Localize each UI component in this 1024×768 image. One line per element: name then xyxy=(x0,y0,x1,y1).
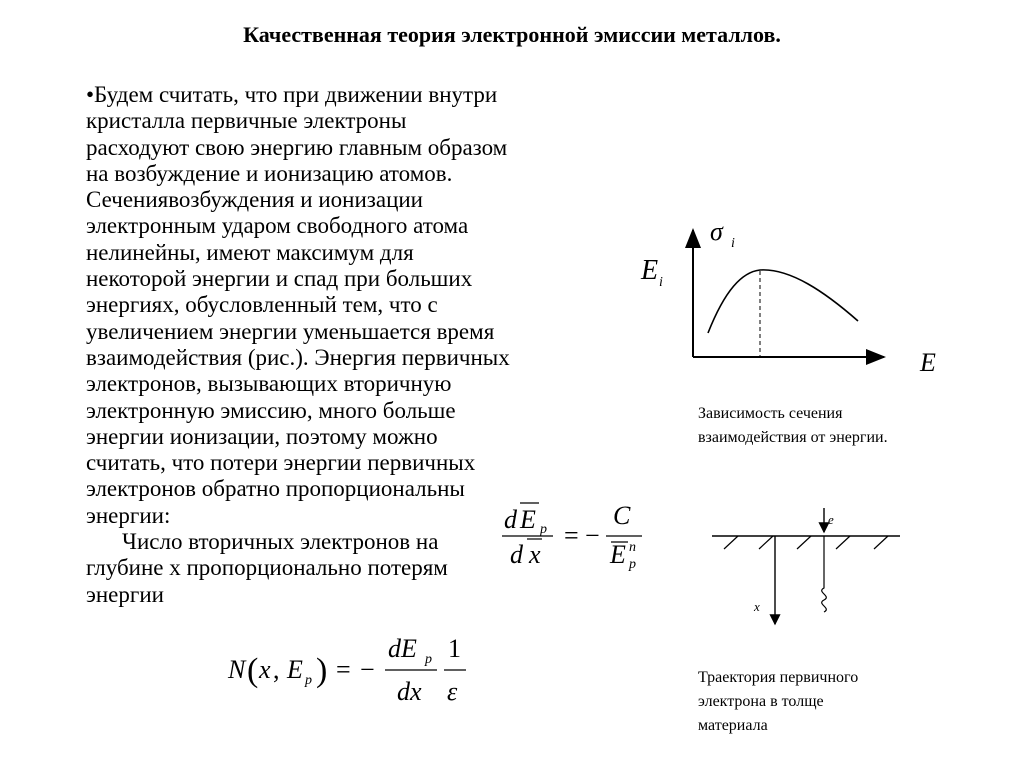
caption-line: Траектория первичного xyxy=(698,669,859,686)
caption-line: взаимодействия от энергии. xyxy=(698,429,888,446)
f2-num-sub-p: p xyxy=(425,652,432,667)
f1-den-E: E xyxy=(610,540,626,569)
f1-num-p: p xyxy=(540,522,547,537)
paragraph2-line: энергии xyxy=(86,581,164,607)
caption-line: Зависимость сечения xyxy=(698,405,843,422)
f2-epsilon: ε xyxy=(447,677,458,706)
f1-C: C xyxy=(613,501,631,530)
paragraph1-line: электронным ударом свободного атома xyxy=(86,213,469,239)
paragraph1-line: электронную эмиссию, много больше xyxy=(86,397,456,423)
ei-subscript: i xyxy=(659,275,663,290)
f1-sub-p: p xyxy=(629,557,636,572)
f2-x: x xyxy=(259,655,271,684)
sigma-subscript: i xyxy=(731,236,735,251)
f2-E: E xyxy=(287,655,303,684)
paragraph1-line: электронов, вызывающих вторичную xyxy=(86,371,452,397)
paragraph1-line: нелинейны, имеют максимум для xyxy=(86,239,414,265)
paragraph1-line: увеличением энергии уменьшается время xyxy=(86,318,495,344)
f2-comma: , xyxy=(273,655,280,684)
f1-sup-n: n xyxy=(629,540,636,555)
f2-sub-p: p xyxy=(305,673,312,688)
ei-label: E xyxy=(641,255,659,286)
slide-title: Качественная теория электронной эмиссии металлов. xyxy=(243,22,781,47)
caption-line: материала xyxy=(698,717,768,734)
f1-equals: = xyxy=(564,521,579,550)
f2-open-paren: ( xyxy=(247,652,259,689)
paragraph1-line: энергии ионизации, поэтому можно xyxy=(86,423,438,449)
paragraph1-line: Сечениявозбуждения и ионизации xyxy=(86,187,423,213)
paragraph1-line: кристалла первичные электроны xyxy=(86,108,407,134)
f1-minus: − xyxy=(585,521,600,550)
electron-label: e xyxy=(828,512,834,527)
paragraph1-line: •Будем считать, что при движении внутри xyxy=(86,82,498,107)
paragraph1-line: считать, что потери энергии первичных xyxy=(86,450,476,476)
f1-num-E: E xyxy=(520,505,536,534)
paragraph2-line: глубине x пропорционально потерям xyxy=(86,555,448,581)
f1-den-d: d xyxy=(510,540,523,569)
f2-minus: − xyxy=(360,655,375,684)
f1-num-d: d xyxy=(504,505,517,534)
f2-equals: = xyxy=(336,655,351,684)
paragraph2-line: Число вторичных электронов на xyxy=(122,529,439,555)
paragraph1-line: расходуют свою энергию главным образом xyxy=(86,134,508,160)
caption-line: электрона в толще xyxy=(698,693,824,710)
f2-close-paren: ) xyxy=(316,652,328,689)
f2-N: N xyxy=(228,655,246,684)
f2-one: 1 xyxy=(448,634,461,663)
paragraph1-line: энергии: xyxy=(86,502,171,528)
paragraph1-line: на возбуждение и ионизацию атомов. xyxy=(86,160,453,186)
paragraph1-line: электронов обратно пропорциональны xyxy=(86,476,465,502)
f2-den-dx: dx xyxy=(397,677,422,706)
paragraph1-line: некоторой энергии и спад при больших xyxy=(86,266,473,292)
paragraph1-line: энергиях, обусловленный тем, что с xyxy=(86,292,438,318)
depth-label: x xyxy=(754,599,760,614)
f1-den-x: x xyxy=(529,540,541,569)
x-axis-label: E xyxy=(920,348,936,377)
sigma-label: σ xyxy=(710,217,723,246)
paragraph1-line: взаимодействия (рис.). Энергия первичных xyxy=(86,344,510,370)
f2-num-dE: dE xyxy=(388,634,417,663)
